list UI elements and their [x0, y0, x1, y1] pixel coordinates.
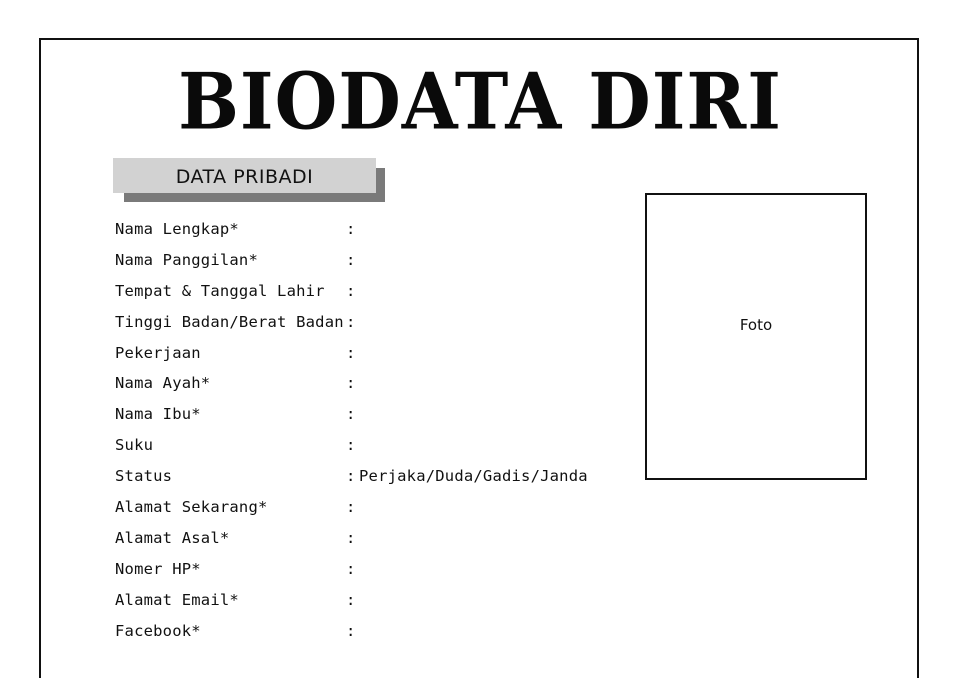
field-label: Alamat Sekarang*: [115, 498, 268, 517]
field-row-nama-ayah: [115, 371, 635, 402]
field-colon: :: [346, 312, 356, 331]
document-title: BIODATA DIRI: [178, 54, 782, 147]
field-colon: :: [346, 405, 356, 424]
field-label: Tinggi Badan/Berat Badan: [115, 312, 344, 331]
field-row-nomer-hp: [115, 557, 635, 588]
field-colon: :: [346, 590, 356, 609]
field-row-tinggi-berat-badan: [115, 310, 635, 341]
field-label: Alamat Asal*: [115, 528, 230, 547]
field-colon: :: [346, 220, 356, 238]
field-label: Nama Panggilan*: [115, 250, 258, 269]
field-label: Nama Ibu*: [115, 405, 201, 424]
field-row-facebook: [115, 619, 635, 650]
field-colon: :: [346, 281, 356, 300]
field-row-nama-panggilan: [115, 248, 635, 279]
field-colon: :: [346, 343, 356, 362]
field-label: Facebook*: [115, 621, 201, 640]
field-row-tempat-tanggal-lahir: [115, 279, 635, 310]
field-colon: :: [346, 528, 356, 547]
field-label: Status: [115, 467, 173, 486]
field-row-nama-ibu: [115, 402, 635, 433]
section-header-box: [113, 158, 376, 193]
biodata-field-list: [115, 217, 635, 649]
field-row-suku: [115, 433, 635, 464]
field-label: Nama Ayah*: [115, 374, 211, 393]
field-row-nama-lengkap: [115, 217, 635, 248]
field-label: Pekerjaan: [115, 343, 201, 362]
field-label: Alamat Email*: [115, 590, 239, 609]
field-colon: :: [346, 436, 356, 455]
field-colon: :: [346, 467, 356, 486]
field-colon: :: [346, 498, 356, 517]
photo-placeholder: [645, 193, 867, 480]
section-title: DATA PRIBADI: [175, 166, 314, 188]
field-label: Nama Lengkap*: [115, 220, 239, 238]
field-colon: :: [346, 250, 356, 269]
photo-label: Foto: [739, 316, 773, 334]
field-label: Suku: [115, 436, 154, 455]
field-row-status: [115, 464, 635, 495]
field-colon: :: [346, 374, 356, 393]
field-row-alamat-asal: [115, 526, 635, 557]
field-row-alamat-sekarang: [115, 495, 635, 526]
field-label: Nomer HP*: [115, 559, 201, 578]
field-row-alamat-email: [115, 588, 635, 619]
field-label: Tempat & Tanggal Lahir: [115, 281, 325, 300]
section-header-data-pribadi: [113, 158, 385, 202]
field-value-status-options: Perjaka/Duda/Gadis/Janda: [359, 467, 588, 486]
field-colon: :: [346, 621, 356, 640]
field-colon: :: [346, 559, 356, 578]
field-row-pekerjaan: [115, 341, 635, 372]
